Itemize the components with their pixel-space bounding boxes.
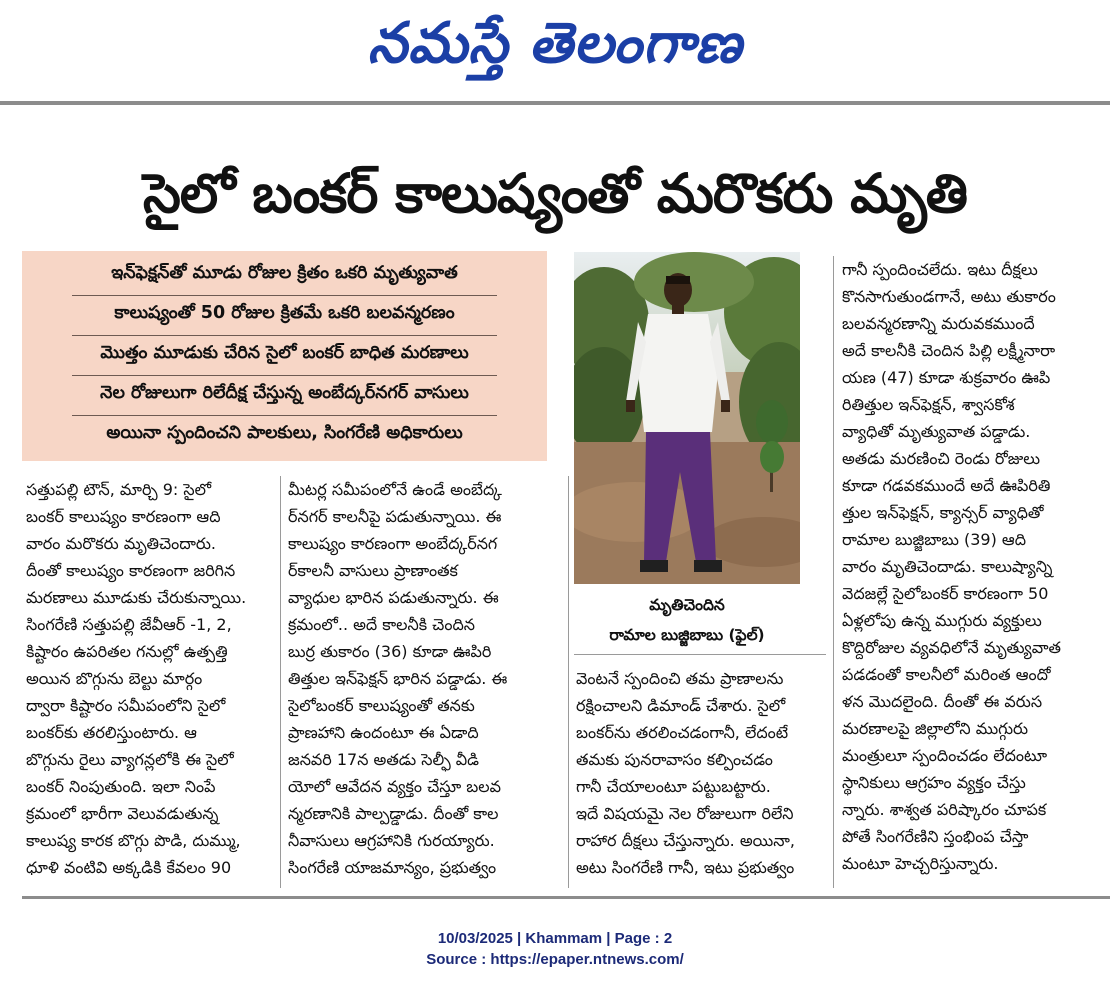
body-line: బంకర్‌కు తరలిస్తుంటారు. ఆ — [26, 723, 197, 742]
body-line: తమకు పునరావాసం కల్పించడం — [576, 750, 773, 769]
body-line: గానీ స్పందించలేదు. ఇటు దీక్షలు — [842, 260, 1038, 279]
footer-rule — [22, 896, 1110, 899]
body-line: ప్రాణహాని ఉందంటూ ఈ ఏడాది — [288, 723, 479, 742]
body-line: రక్షించాలని డిమాండ్ చేశారు. సైలో — [576, 696, 786, 715]
body-line: న్మరణానికి పాల్పడ్డాడు. దీంతో కాల — [288, 804, 499, 823]
subheadline-line: నెల రోజులుగా రిలేదీక్ష చేస్తున్న అంబేద్కర్‌నగర్ వాసులు — [100, 383, 469, 403]
subheadline-divider — [72, 415, 497, 416]
body-line: ఏళ్లలోపు ఉన్న ముగ్గురు వ్యక్తులు — [842, 611, 1042, 630]
body-line: బుర్ర తుకారం (36) కూడా ఊపిరి — [288, 642, 492, 661]
body-line: సింగరేణి సత్తుపల్లి జేవీఆర్ -1, 2, — [26, 615, 232, 634]
body-line: ద్వారా కిష్టారం సమీపంలోని సైలో — [26, 696, 226, 715]
body-line: స్థానికులు ఆగ్రహం వ్యక్తం చేస్తు — [842, 773, 1026, 792]
body-line: ఇదే విషయమై నెల రోజులుగా రిలేని — [576, 804, 794, 823]
body-line: అదే కాలనీకి చెందిన పిల్లి లక్ష్మీనారా — [842, 341, 1056, 360]
body-line: మరణాలు మూడుకు చేరుకున్నాయి. — [26, 588, 247, 607]
column-divider — [280, 476, 281, 888]
body-line: మీటర్ల సమీపంలోనే ఉండే అంబేద్క — [288, 480, 502, 499]
bujjibabu-photo — [574, 252, 800, 584]
body-line: గానీ చేయాలంటూ పట్టుబట్టారు. — [576, 777, 771, 796]
newspaper-logo: నమస్తే తెలంగాణ — [367, 11, 743, 76]
body-line: బొగ్గును రైలు వ్యాగన్లలోకి ఈ సైలో — [26, 750, 234, 769]
article-headline: సైలో బంకర్ కాలుష్యంతో మరొకరు మృతి — [142, 162, 968, 225]
subheadline-line: అయినా స్పందించని పాలకులు, సింగరేణి అధికారులు — [106, 423, 463, 443]
column-divider — [568, 476, 569, 888]
body-line: కిష్టారం ఉపరితల గనుల్లో ఉత్పత్తి — [26, 642, 228, 661]
subheadline-divider — [72, 375, 497, 376]
body-line: వ్యాధితో మృత్యువాత పడ్డాడు. — [842, 422, 1031, 441]
body-column-4 — [842, 256, 1106, 877]
body-line: కొనసాగుతుండగానే, అటు తుకారం — [842, 287, 1056, 306]
portrait-image — [574, 252, 800, 584]
body-line: రాహార దీక్షలు చేస్తున్నారు. అయినా, — [576, 831, 795, 850]
body-line: అటు సింగరేణి గానీ, ఇటు ప్రభుత్వం — [576, 858, 795, 877]
body-line: మరణాలపై జిల్లాలోని ముగ్గురు — [842, 719, 1029, 738]
caption-divider — [574, 654, 826, 655]
page-footer — [0, 928, 1110, 970]
column-divider — [833, 256, 834, 888]
masthead — [0, 0, 1110, 108]
body-line: అతడు మరణించి రెండు రోజులు — [842, 449, 1041, 468]
body-line: కూడా గడవకముందే అదే ఊపిరితి — [842, 476, 1051, 495]
body-column-2 — [288, 476, 562, 881]
caption-line: రామాల బుజ్జిబాబు (ఫైల్) — [609, 626, 765, 644]
subheadline-line: కాలుష్యంతో 50 రోజుల క్రితమే ఒకరి బలవన్మరణం — [114, 303, 455, 323]
body-line: కాలుష్యం కారణంగా అంబేద్కర్‌నగ — [288, 534, 498, 553]
subheadline-line: ఇన్‌ఫెక్షన్‌తో మూడు రోజుల క్రితం ఒకరి మృత్యువాత — [111, 263, 458, 283]
body-column-1 — [26, 476, 276, 881]
body-line: కాలుష్య కారక బొగ్గు పొడి, దుమ్ము, — [26, 831, 241, 850]
body-line: నీవాసులు ఆగ్రహానికి గురయ్యారు. — [288, 831, 495, 850]
body-line: సైలోబంకర్ కాలుష్యంతో తనకు — [288, 696, 475, 715]
body-line: ధూళి వంటివి అక్కడికి కేవలం 90 — [26, 858, 232, 877]
body-line: పోతే సింగరేణిని స్తంభింప చేస్తా — [842, 827, 1029, 846]
body-line: ళన మొదలైంది. దీంతో ఈ వరుస — [842, 692, 1043, 711]
body-line: తిత్తుల ఇన్‌ఫెక్షన్ భారిన పడ్డాడు. ఈ — [288, 669, 508, 688]
subheadline-box — [22, 251, 547, 461]
photo-caption — [574, 590, 800, 650]
caption-line: మృతిచెందిన — [649, 596, 725, 614]
source-link[interactable]: Source : https://epaper.ntnews.com/ — [426, 951, 684, 968]
body-line: వెంటనే స్పందించి తమ ప్రాణాలను — [576, 669, 784, 688]
body-line: వారం మృతిచెందాడు. కాలుష్యాన్ని — [842, 557, 1053, 576]
body-line: బంకర్‌ను తరలించడంగానీ, లేదంటే — [576, 723, 789, 742]
subheadline-divider — [72, 295, 497, 296]
body-line: అయిన బొగ్గును బెల్టు మార్గం — [26, 669, 203, 688]
body-line: మంత్రులూ స్పందించడం లేదంటూ — [842, 746, 1048, 765]
body-line: యోలో ఆవేదన వ్యక్తం చేస్తూ బలవ — [288, 777, 501, 796]
subheadline-divider — [72, 335, 497, 336]
body-line: దీంతో కాలుష్యం కారణంగా జరిగిన — [26, 561, 236, 580]
body-line: పడడంతో కాలనీలో మరింత ఆందో — [842, 665, 1051, 684]
body-line: జనవరి 17న అతడు సెల్ఫీ వీడి — [288, 750, 480, 769]
body-line: రామాల బుజ్జిబాబు (39) ఆది — [842, 530, 1026, 549]
body-line: బంకర్ నింపుతుంది. ఇలా నింపే — [26, 777, 216, 796]
body-line: సత్తుపల్లి టౌన్, మార్చి 9: సైలో — [26, 480, 212, 499]
body-line: వారం మరొకరు మృతిచెందారు. — [26, 534, 217, 553]
body-line: ర్‌కాలనీ వాసులు ప్రాణాంతక — [288, 561, 458, 580]
body-line: సింగరేణి యాజమాన్యం, ప్రభుత్వం — [288, 858, 497, 877]
masthead-rule — [0, 101, 1110, 105]
body-line: రితిత్తుల ఇన్‌ఫెక్షన్, శ్వాసకోశ — [842, 395, 1015, 414]
body-line: త్తుల ఇన్‌ఫెక్షన్, క్యాన్సర్ వ్యాధితో — [842, 503, 1044, 522]
body-column-3 — [576, 665, 826, 881]
body-line: న్నారు. శాశ్వత పరిష్కారం చూపక — [842, 800, 1047, 819]
body-line: ర్‌నగర్ కాలనీపై పడుతున్నాయి. ఈ — [288, 507, 502, 526]
body-line: క్రమంలో.. అదే కాలనీకి చెందిన — [288, 615, 475, 634]
body-line: యణ (47) కూడా శుక్రవారం ఊపి — [842, 368, 1051, 387]
body-line: బంకర్ కాలుష్యం కారణంగా ఆది — [26, 507, 221, 526]
body-line: బలవన్మరణాన్ని మరువకముందే — [842, 314, 1035, 333]
body-line: క్రమంలో భారీగా వెలువడుతున్న — [26, 804, 219, 823]
body-line: వ్యాధుల భారిన పడుతున్నారు. ఈ — [288, 588, 499, 607]
dateline: 10/03/2025 | Khammam | Page : 2 — [437, 930, 673, 947]
body-line: కొద్దిరోజుల వ్యవధిలోనే మృత్యువాత — [842, 638, 1061, 657]
body-line: వెదజల్లే సైలోబంకర్ కారణంగా 50 — [842, 584, 1049, 603]
subheadline-line: మొత్తం మూడుకు చేరిన సైలో బంకర్ బాధిత మరణాలు — [100, 343, 469, 363]
body-line: మంటూ హెచ్చరిస్తున్నారు. — [842, 854, 999, 873]
